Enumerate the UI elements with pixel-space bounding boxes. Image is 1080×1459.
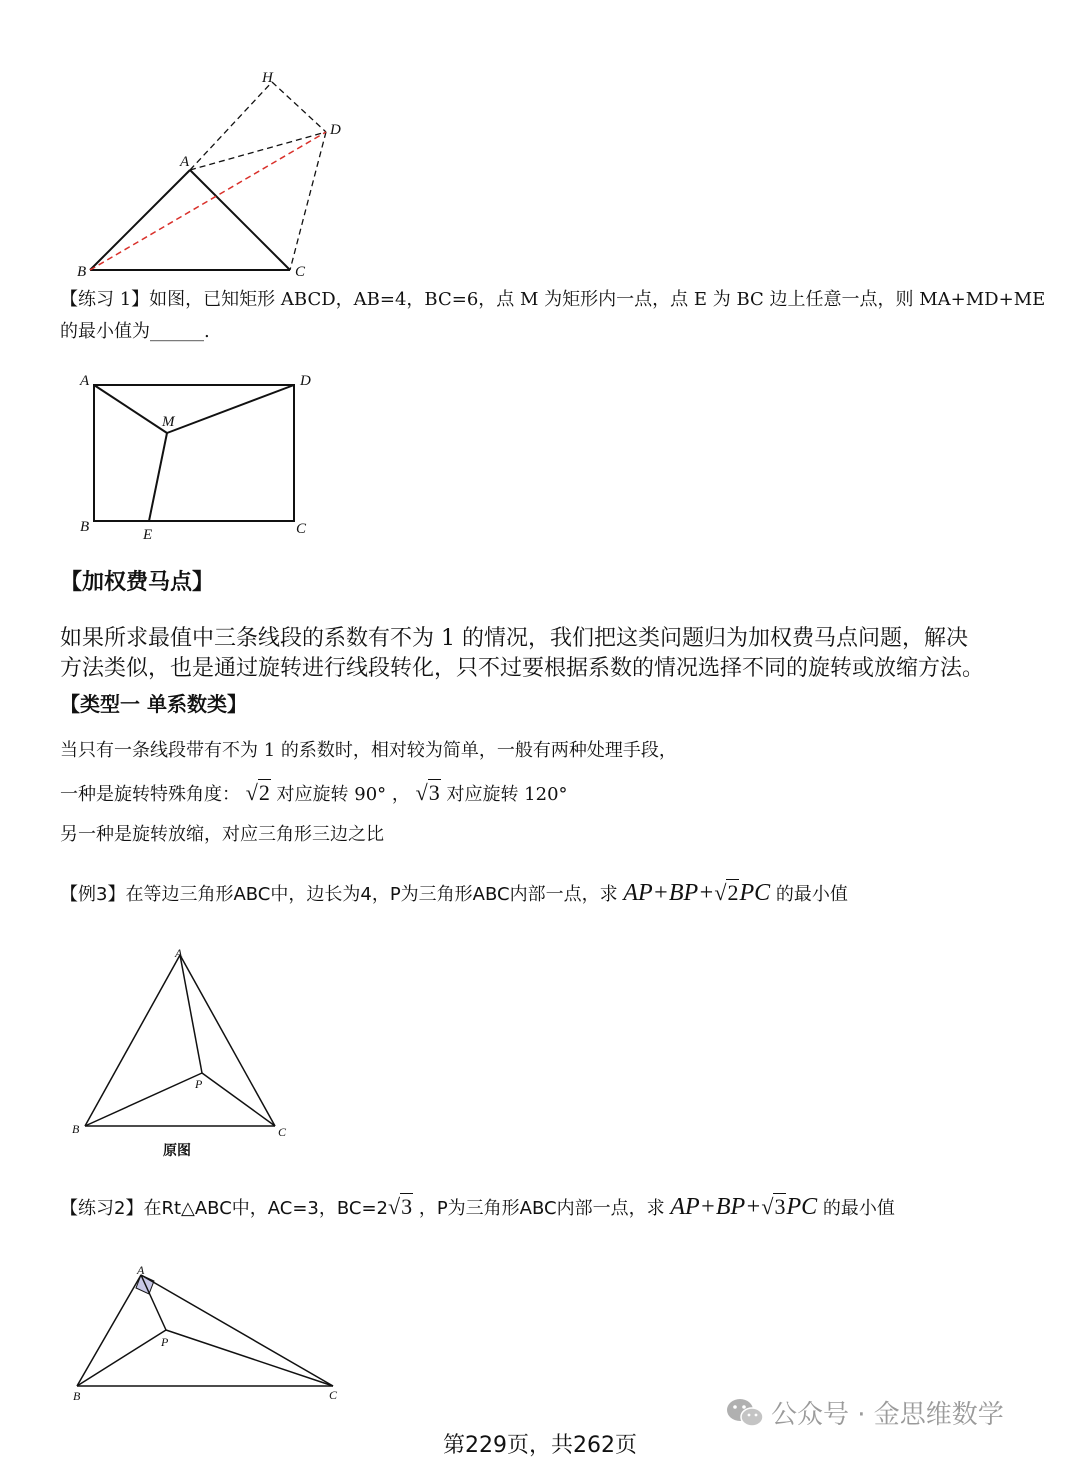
sqrt-2-symbol: √2: [245, 780, 270, 805]
segment-AB: [85, 955, 180, 1126]
label-B: B: [77, 264, 87, 280]
example-3-radicand: 2: [727, 880, 739, 905]
type-1-line-2: [60, 780, 568, 808]
practice-1-line-2: 的最小值为______.: [60, 321, 210, 342]
segment-AH: [190, 82, 272, 170]
segment-BD: [90, 132, 326, 270]
label-C: C: [296, 521, 307, 537]
type-1-line-2-c: 对应旋转 120°: [446, 784, 568, 805]
practice-2-text-a: 【练习2】在Rt△ABC中，AC=3，BC=2: [60, 1198, 389, 1219]
label-E: E: [143, 527, 153, 543]
label-D: D: [300, 373, 311, 389]
segment-AD: [190, 132, 326, 170]
example-3-expr-a: AP+BP+: [623, 880, 715, 906]
watermark: [725, 1394, 1004, 1431]
label-C: C: [278, 1125, 287, 1139]
figure-4: [65, 1260, 365, 1410]
watermark-text: 公众号 · 金思维数学: [771, 1400, 1004, 1430]
segment-PB: [85, 1073, 202, 1126]
type-1-line-2-a: 一种是旋转特殊角度：: [60, 784, 240, 805]
segment-AB: [90, 170, 190, 270]
label-A: A: [180, 154, 190, 170]
section-paragraph-line-2: 方法类似，也是通过旋转进行线段转化，只不过要根据系数的情况选择不同的旋转或放缩方法。: [60, 656, 985, 681]
segment-AC: [190, 170, 290, 270]
label-H: H: [262, 70, 273, 86]
label-B: B: [80, 519, 90, 535]
segment-DC: [290, 132, 326, 270]
practice-2-expr-b: PC: [786, 1194, 818, 1220]
label-C: C: [295, 264, 306, 280]
label-A: A: [137, 1263, 145, 1277]
practice-1-line-1: 【练习 1】如图，已知矩形 ABCD，AB=4，BC=6，点 M 为矩形内一点，点 E 为 BC 边上任意一点，则 MA+MD+ME: [60, 289, 1046, 310]
example-3-sqrt-symbol: √2: [714, 880, 739, 905]
practice-2-line: [60, 1194, 895, 1222]
sqrt-3-symbol: √3: [415, 780, 440, 805]
segment-AB: [77, 1275, 141, 1386]
type-1-line-1: 当只有一条线段带有不为 1 的系数时，相对较为简单，一般有两种处理手段，: [60, 740, 677, 761]
practice-2-expr-a: AP+BP+: [670, 1194, 762, 1220]
segment-PA: [180, 955, 202, 1073]
label-B: B: [73, 1389, 81, 1403]
label-C: C: [329, 1388, 338, 1402]
example-3-tail: 的最小值: [775, 884, 848, 905]
type-1-heading: 【类型一 单系数类】: [60, 692, 247, 716]
segment-AC: [180, 955, 275, 1126]
sqrt-2-radicand: 2: [258, 780, 270, 805]
figure-3: [65, 940, 305, 1165]
page-footer: 第229页，共262页: [443, 1433, 637, 1458]
label-B: B: [72, 1122, 80, 1136]
practice-2-sqrt-symbol: √3: [761, 1194, 786, 1219]
practice-2-bc-radicand: 3: [401, 1194, 413, 1219]
label-D: D: [330, 122, 341, 138]
segment-ME: [149, 433, 167, 521]
segment-PC: [202, 1073, 275, 1126]
sqrt-3-radicand: 3: [428, 780, 440, 805]
example-3-line: [60, 880, 848, 908]
figure-3-caption: 原图: [163, 1143, 191, 1159]
label-A: A: [175, 946, 183, 960]
practice-2-text-b: ，P为三角形ABC内部一点，求: [418, 1198, 665, 1219]
segment-PB: [77, 1330, 166, 1386]
segment-MD: [167, 385, 294, 433]
example-3-expr-b: PC: [739, 880, 771, 906]
practice-2-bc-sqrt-symbol: √3: [388, 1194, 413, 1219]
type-1-line-2-b: 对应旋转 90° ，: [276, 784, 410, 805]
label-M: M: [162, 414, 175, 430]
label-A: A: [80, 373, 90, 389]
practice-2-tail: 的最小值: [822, 1198, 895, 1219]
practice-2-radicand: 3: [774, 1194, 786, 1219]
type-1-line-3: 另一种是旋转放缩，对应三角形三边之比: [60, 824, 384, 845]
label-P: P: [161, 1335, 169, 1349]
section-heading: 【加权费马点】: [60, 570, 215, 595]
segment-HD: [272, 82, 326, 132]
segment-MA: [94, 385, 167, 433]
label-P: P: [195, 1077, 203, 1091]
figure-2: [70, 365, 330, 550]
figure-1: [60, 60, 360, 285]
wechat-icon: [725, 1396, 765, 1430]
section-paragraph-line-1: 如果所求最值中三条线段的系数有不为 1 的情况，我们把这类问题归为加权费马点问题，解决: [60, 626, 968, 651]
example-3-text: 【例3】在等边三角形ABC中，边长为4，P为三角形ABC内部一点，求: [60, 884, 618, 905]
